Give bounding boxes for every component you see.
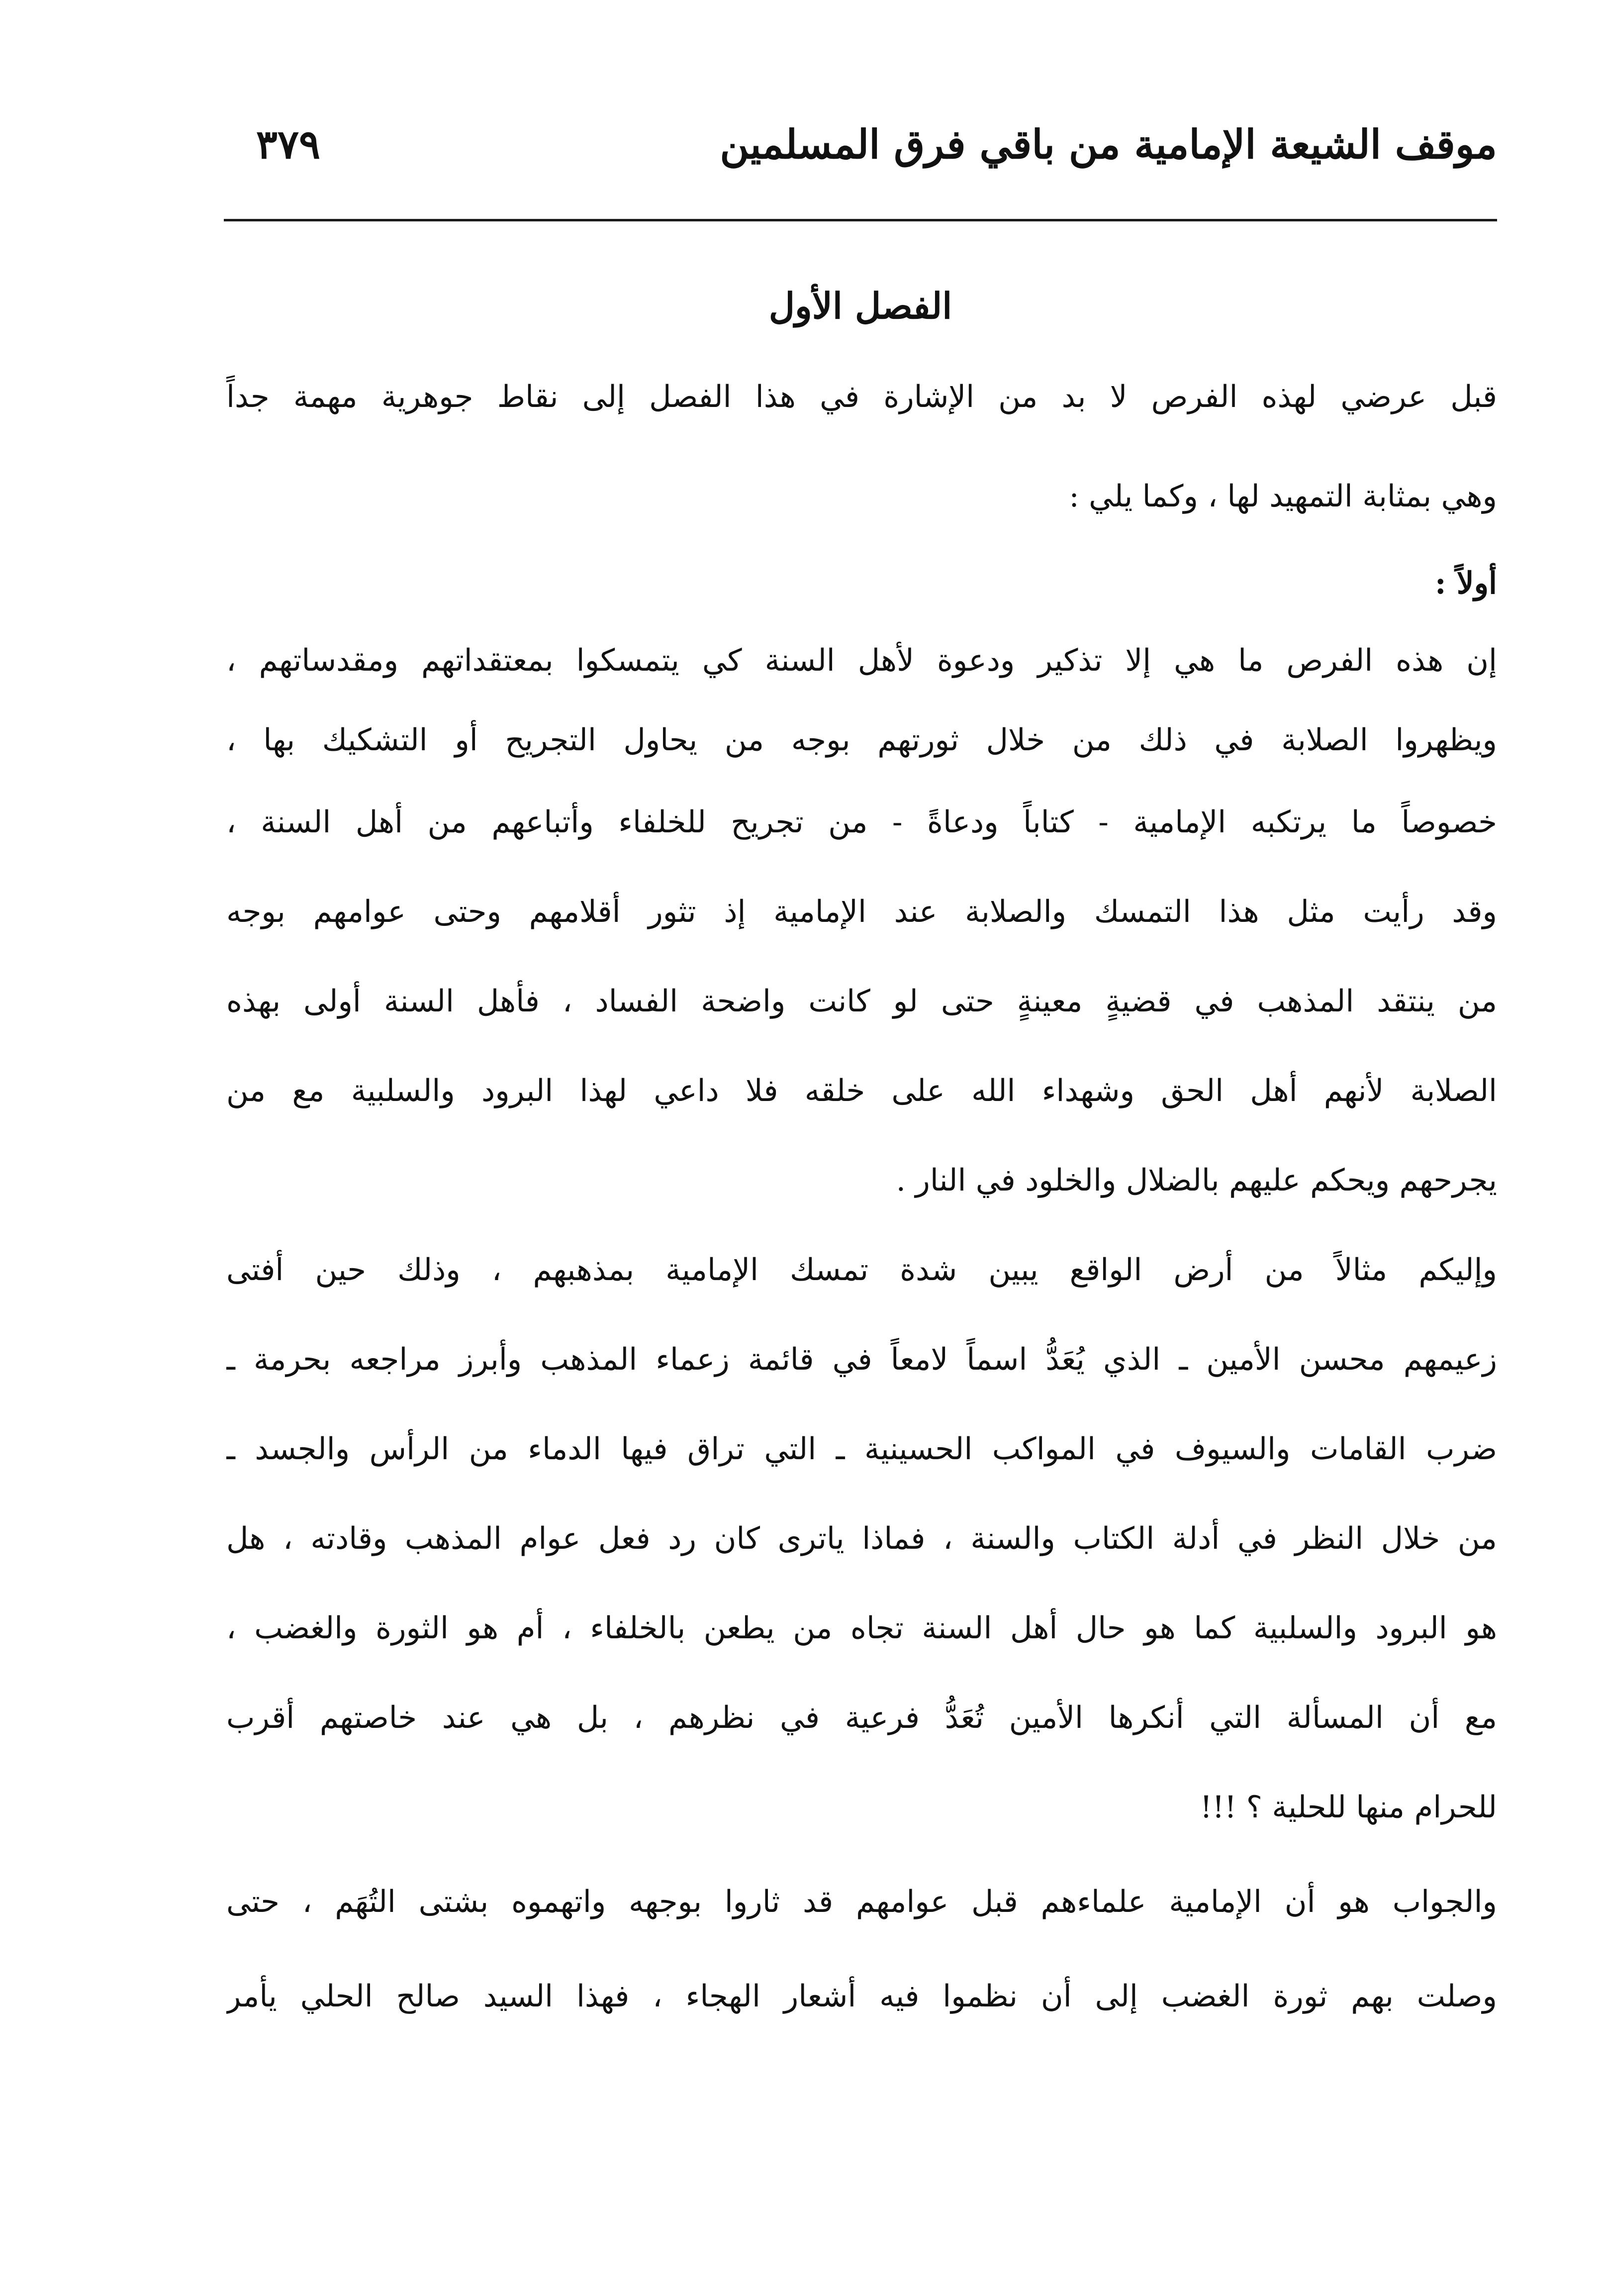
text-line: وإليكم مثالاً من أرض الواقع يبين شدة تمسك الإمامية بمذهبهم ، وذلك حين أفتى [226, 1252, 1497, 1288]
text-line: من خلال النظر في أدلة الكتاب والسنة ، فماذا ياترى كان رد فعل عوام المذهب وقادته ، هل [226, 1521, 1497, 1556]
text-line: من ينتقد المذهب في قضيةٍ معينةٍ حتى لو كانت واضحة الفساد ، فأهل السنة أولى بهذه [226, 984, 1497, 1019]
text-line: وهي بمثابة التمهيد لها ، وكما يلي : [1069, 479, 1497, 514]
running-header [224, 114, 1497, 179]
text-line: زعيمهم محسن الأمين ـ الذي يُعَدُّ اسماً لامعاً في قائمة زعماء المذهب وأبرز مراجعه بحرمة ـ [226, 1342, 1497, 1377]
text-line: والجواب هو أن الإمامية علماءهم قبل عوامهم قد ثاروا بوجهه واتهموه بشتى التُهَم ، حتى [226, 1884, 1497, 1919]
text-line: الصلابة لأنهم أهل الحق وشهداء الله على خلقه فلا داعي لهذا البرود والسلبية مع من [226, 1073, 1497, 1108]
text-line: يجرحهم ويحكم عليهم بالضلال والخلود في النار . [896, 1163, 1497, 1198]
chapter-title: الفصل الأول [768, 285, 952, 327]
text-line: هو البرود والسلبية كما هو حال أهل السنة تجاه من يطعن بالخلفاء ، أم هو الثورة والغضب ، [226, 1610, 1497, 1646]
text-line: وصلت بهم ثورة الغضب إلى أن نظموا فيه أشعار الهجاء ، فهذا السيد صالح الحلي يأمر [226, 1979, 1497, 2014]
text-line: للحرام منها للحلية ؟ !!! [1200, 1790, 1497, 1825]
text-line: إن هذه الفرص ما هي إلا تذكير ودعوة لأهل السنة كي يتمسكوا بمعتقداتهم ومقدساتهم ، [226, 643, 1497, 678]
text-line: مع أن المسألة التي أنكرها الأمين تُعَدُّ فرعية في نظرهم ، بل هي عند خاصتهم أقرب [226, 1700, 1497, 1735]
text-line: ضرب القامات والسيوف في المواكب الحسينية ـ التي تراق فيها الدماء من الرأس والجسد ـ [226, 1431, 1497, 1467]
page-number: ٣٧٩ [256, 121, 320, 168]
header-divider [224, 219, 1497, 221]
text-line: وقد رأيت مثل هذا التمسك والصلابة عند الإمامية إذ تثور أقلامهم وحتى عوامهم بوجه [226, 894, 1497, 929]
section-label: أولاً : [1435, 566, 1497, 601]
running-header-title: موقف الشيعة الإمامية من باقي فرق المسلمين [720, 121, 1497, 168]
text-line: خصوصاً ما يرتكبه الإمامية - كتاباً ودعاةً - من تجريح للخلفاء وأتباعهم من أهل السنة ، [226, 804, 1497, 840]
text-line: ويظهروا الصلابة في ذلك من خلال ثورتهم بوجه من يحاول التجريح أو التشكيك بها ، [226, 722, 1497, 758]
text-line: قبل عرضي لهذه الفرص لا بد من الإشارة في هذا الفصل إلى نقاط جوهرية مهمة جداً [226, 379, 1497, 414]
